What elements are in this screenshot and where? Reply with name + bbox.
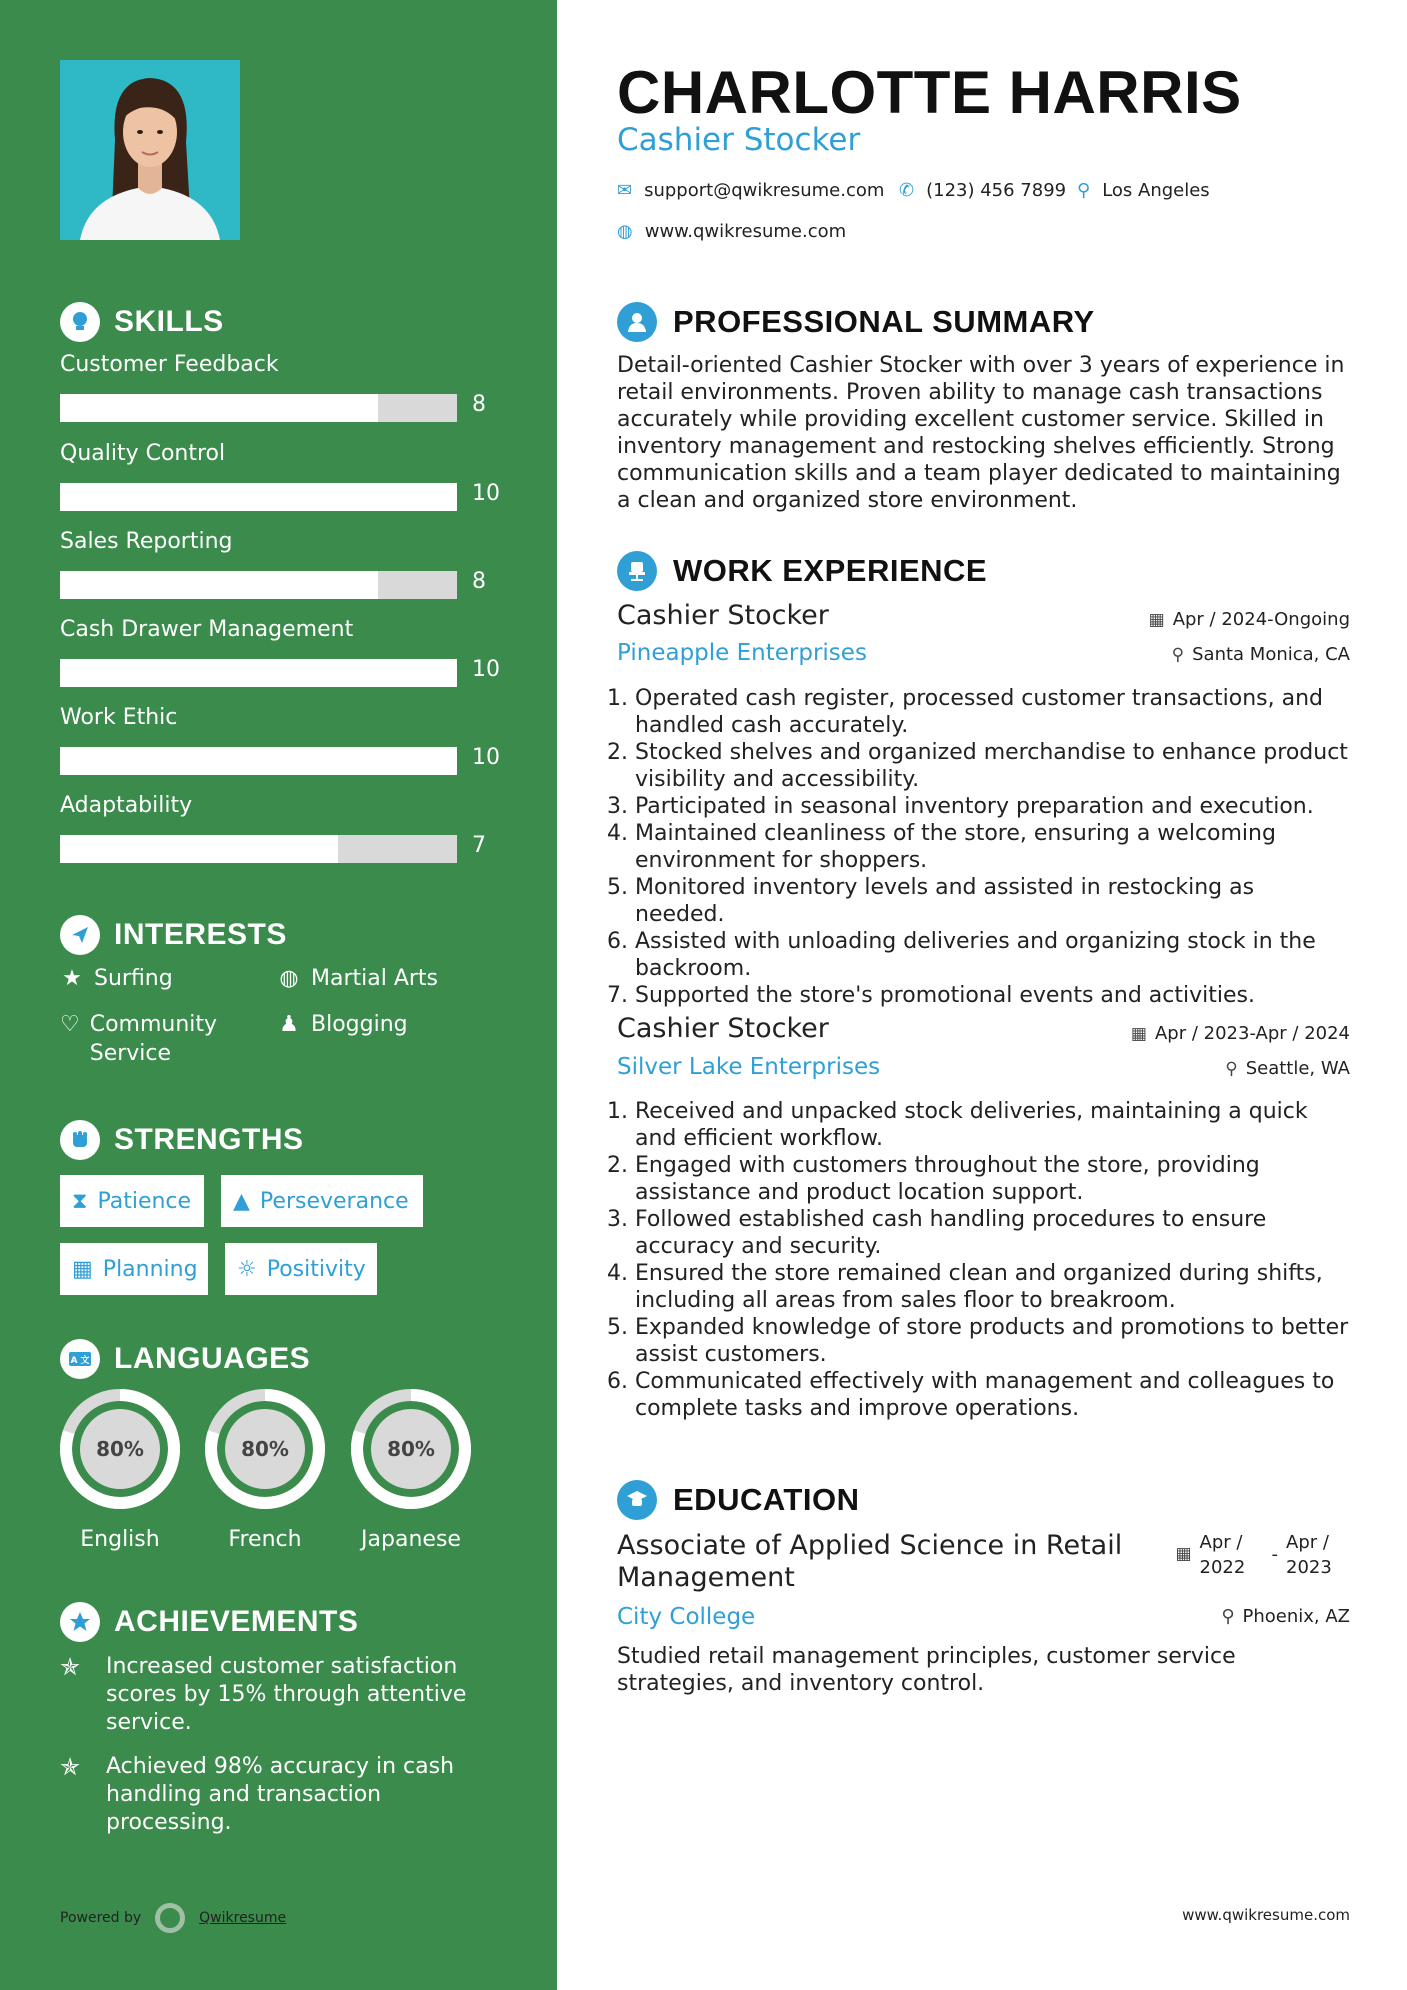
job-location-text: Santa Monica, CA — [1192, 644, 1350, 665]
skill-name: Sales Reporting — [60, 529, 233, 554]
skill-name: Customer Feedback — [60, 352, 279, 377]
users-icon: ♟ — [279, 1012, 299, 1037]
skill-bar-fill — [60, 571, 378, 599]
duty-item: 1. Operated cash register, processed customer transactions, and handled cash accurately. — [635, 685, 1350, 739]
school-name: City College — [617, 1604, 756, 1630]
map-pin-icon: ⚲ — [1077, 180, 1091, 201]
language-ring — [203, 1387, 327, 1511]
job-company: Pineapple Enterprises — [617, 640, 867, 666]
skill-value: 10 — [472, 481, 500, 506]
strength-label: Positivity — [266, 1256, 366, 1282]
strength-tag — [60, 1175, 204, 1227]
skill-item — [60, 617, 500, 682]
skill-bar-fill — [60, 835, 338, 863]
star-shine-icon: ✯ — [60, 1653, 81, 1681]
contact-email[interactable] — [617, 180, 884, 201]
duty-item: 2. Stocked shelves and organized merchandise to enhance product visibility and accessibility. — [635, 739, 1350, 793]
hand-icon: ♡ — [60, 1012, 80, 1037]
skill-name: Work Ethic — [60, 705, 178, 730]
email-text: support@qwikresume.com — [644, 180, 885, 201]
skill-item — [60, 529, 500, 594]
envelope-icon: ✉ — [617, 180, 633, 201]
skill-bar — [60, 483, 457, 511]
language-item — [349, 1387, 473, 1552]
job-duties-list — [617, 685, 1350, 1009]
school-location — [1221, 1606, 1350, 1627]
job-location-text: Seattle, WA — [1245, 1058, 1350, 1079]
language-ring — [349, 1387, 473, 1511]
strength-label: Patience — [97, 1188, 192, 1214]
qwikresume-logo-icon — [155, 1903, 185, 1933]
languages-heading — [60, 1339, 310, 1379]
contact-phone[interactable] — [899, 180, 1066, 201]
languages-title: LANGUAGES — [114, 1342, 311, 1375]
job-title: Cashier Stocker — [617, 1013, 829, 1044]
sidebar — [0, 0, 557, 1990]
contact-website[interactable] — [617, 221, 846, 242]
skills-heading — [60, 302, 224, 342]
interests-title: INTERESTS — [114, 918, 287, 951]
skill-item — [60, 352, 500, 417]
education-end: Apr / 2023 — [1286, 1532, 1332, 1578]
phone-text: (123) 456 7899 — [926, 180, 1067, 201]
powered-by — [60, 1903, 286, 1933]
interests-heading — [60, 915, 287, 955]
skill-item — [60, 705, 500, 770]
strengths-heading — [60, 1120, 304, 1160]
skill-value: 10 — [472, 657, 500, 682]
interest-item — [60, 964, 173, 993]
language-name: French — [228, 1527, 302, 1552]
interest-label: Blogging — [311, 1012, 408, 1037]
powered-by-label: Powered by — [60, 1910, 142, 1926]
job-date-text: Apr / 2023-Apr / 2024 — [1154, 1023, 1350, 1044]
skill-value: 10 — [472, 745, 500, 770]
profile-photo — [60, 60, 240, 240]
skill-bar — [60, 394, 457, 422]
pushpin-icon: ⚲ — [1171, 644, 1185, 665]
language-percent: 80% — [96, 1437, 144, 1461]
skill-value: 7 — [472, 833, 486, 858]
interest-label: Martial Arts — [311, 966, 439, 991]
interest-label: Surfing — [94, 966, 173, 991]
skill-bar — [60, 835, 457, 863]
skill-name: Quality Control — [60, 441, 226, 466]
portrait-image — [60, 60, 240, 240]
calendar-icon: ▦ — [72, 1256, 93, 1282]
skill-bar-fill — [60, 747, 457, 775]
interest-label: Community Service — [89, 1012, 218, 1066]
pushpin-icon: ⚲ — [1221, 1606, 1235, 1627]
achievement-text: Achieved 98% accuracy in cash handling and transaction processing. — [106, 1754, 455, 1835]
skill-item — [60, 441, 500, 506]
duty-item: 4. Maintained cleanliness of the store, ensuring a welcoming environment for shoppers. — [635, 820, 1350, 874]
skill-name: Adaptability — [60, 793, 193, 818]
duty-item: 6. Communicated effectively with management and colleagues to complete tasks and improve operations. — [635, 1368, 1350, 1422]
language-name: Japanese — [361, 1527, 461, 1552]
calendar-icon: ▦ — [1175, 1544, 1192, 1564]
strength-label: Planning — [102, 1256, 198, 1282]
calendar-icon: ▦ — [1130, 1023, 1147, 1044]
summary-heading — [617, 302, 1095, 342]
language-item — [58, 1387, 182, 1552]
degree-title: Associate of Applied Science in Retail Management — [617, 1530, 1123, 1593]
summary-title: PROFESSIONAL SUMMARY — [673, 304, 1095, 339]
achievement-item — [60, 1653, 500, 1737]
sun-icon: ☼ — [237, 1256, 257, 1282]
education-heading — [617, 1480, 859, 1520]
experience-title: WORK EXPERIENCE — [673, 553, 988, 588]
job-duties-list — [617, 1098, 1350, 1422]
job-title: Cashier Stocker — [617, 600, 829, 631]
footer-website[interactable]: www.qwikresume.com — [1182, 1906, 1350, 1924]
language-ring — [58, 1387, 182, 1511]
duty-item: 4. Ensured the store remained clean and organized during shifts, including all areas from sales floor to breakroom. — [635, 1260, 1350, 1314]
job-date-text: Apr / 2024-Ongoing — [1172, 609, 1350, 630]
skills-title: SKILLS — [114, 305, 224, 338]
calendar-icon: ▦ — [1148, 609, 1165, 630]
achievements-title: ACHIEVEMENTS — [114, 1605, 359, 1638]
education-start: Apr / 2022 — [1199, 1532, 1246, 1578]
skill-bar — [60, 747, 457, 775]
language-name: English — [80, 1527, 160, 1552]
globe-icon: ◍ — [617, 221, 633, 242]
skill-bar — [60, 659, 457, 687]
skill-item — [60, 793, 500, 858]
skill-bar-fill — [60, 394, 378, 422]
strength-tag — [221, 1175, 423, 1227]
duty-item: 2. Engaged with customers throughout the store, providing assistance and product location support. — [635, 1152, 1350, 1206]
summary-text: Detail-oriented Cashier Stocker with over 3 years of experience in retail environments. Proven ability to manage cash transactions accurately while providing excellent customer service. Skilled in inventory management and restocking shelves efficiently. Strong communication skills and a team player dedicated to maintaining a clean and organized store environment. — [617, 353, 1345, 513]
graduate-icon — [617, 1480, 657, 1520]
duty-item: 7. Supported the store's promotional events and activities. — [635, 982, 1350, 1009]
strength-label: Perseverance — [259, 1188, 409, 1214]
interest-item — [277, 1010, 408, 1039]
skill-bar-fill — [60, 659, 457, 687]
office-chair-icon — [617, 551, 657, 591]
strength-tag — [60, 1243, 208, 1295]
duty-item: 5. Expanded knowledge of store products and promotions to better assist customers. — [635, 1314, 1350, 1368]
education-description: Studied retail management principles, customer service strategies, and inventory control. — [617, 1644, 1236, 1696]
svg-text:A 文: A 文 — [70, 1356, 90, 1366]
skill-value: 8 — [472, 392, 486, 417]
duty-item: 3. Followed established cash handling procedures to ensure accuracy and security. — [635, 1206, 1350, 1260]
job-date — [1131, 1023, 1350, 1044]
skill-bar-fill — [60, 483, 457, 511]
candidate-name: CHARLOTTE HARRIS — [617, 59, 1242, 126]
job-date — [1149, 609, 1350, 630]
trophy-star-icon — [60, 1602, 100, 1642]
achievement-item — [60, 1753, 500, 1837]
job-location — [1225, 1058, 1350, 1079]
phone-icon: ✆ — [899, 180, 915, 201]
pushpin-icon: ⚲ — [1225, 1058, 1238, 1079]
education-dates — [1175, 1530, 1350, 1580]
location-text: Los Angeles — [1102, 180, 1210, 201]
skill-bar — [60, 571, 457, 599]
skill-name: Cash Drawer Management — [60, 617, 354, 642]
language-item — [203, 1387, 327, 1552]
language-icon — [60, 1339, 100, 1379]
contact-location — [1077, 180, 1210, 201]
globe-icon: ◍ — [279, 966, 299, 991]
paper-plane-icon — [60, 915, 100, 955]
star-shine-icon: ✯ — [60, 1753, 81, 1781]
duty-item: 1. Received and unpacked stock deliveries, maintaining a quick and efficient workflow. — [635, 1098, 1350, 1152]
fist-icon — [60, 1120, 100, 1160]
hourglass-icon: ⧗ — [72, 1188, 88, 1214]
language-percent: 80% — [387, 1437, 435, 1461]
duty-item: 5. Monitored inventory levels and assisted in restocking as needed. — [635, 874, 1350, 928]
education-date-dash: - — [1271, 1544, 1278, 1565]
achievements-heading — [60, 1602, 358, 1642]
strengths-title: STRENGTHS — [114, 1123, 304, 1156]
school-location-text: Phoenix, AZ — [1242, 1606, 1350, 1627]
education-title: EDUCATION — [673, 1482, 860, 1517]
skill-value: 8 — [472, 569, 486, 594]
duty-item: 6. Assisted with unloading deliveries and organizing stock in the backroom. — [635, 928, 1350, 982]
experience-heading — [617, 551, 987, 591]
lightbulb-icon — [60, 302, 100, 342]
interest-item — [60, 1010, 240, 1068]
duty-item: 3. Participated in seasonal inventory preparation and execution. — [635, 793, 1350, 820]
job-company: Silver Lake Enterprises — [617, 1054, 881, 1080]
achievement-text: Increased customer satisfaction scores by 15% through attentive service. — [106, 1654, 467, 1735]
candidate-role: Cashier Stocker — [617, 122, 861, 158]
road-icon: ▲ — [233, 1188, 250, 1214]
job-location — [1172, 644, 1350, 665]
qwikresume-link[interactable]: Qwikresume — [199, 1910, 287, 1926]
strength-tag — [225, 1243, 377, 1295]
interest-item — [277, 964, 438, 993]
language-percent: 80% — [241, 1437, 289, 1461]
website-text: www.qwikresume.com — [644, 221, 847, 242]
star-icon: ★ — [62, 966, 82, 991]
user-icon — [617, 302, 657, 342]
